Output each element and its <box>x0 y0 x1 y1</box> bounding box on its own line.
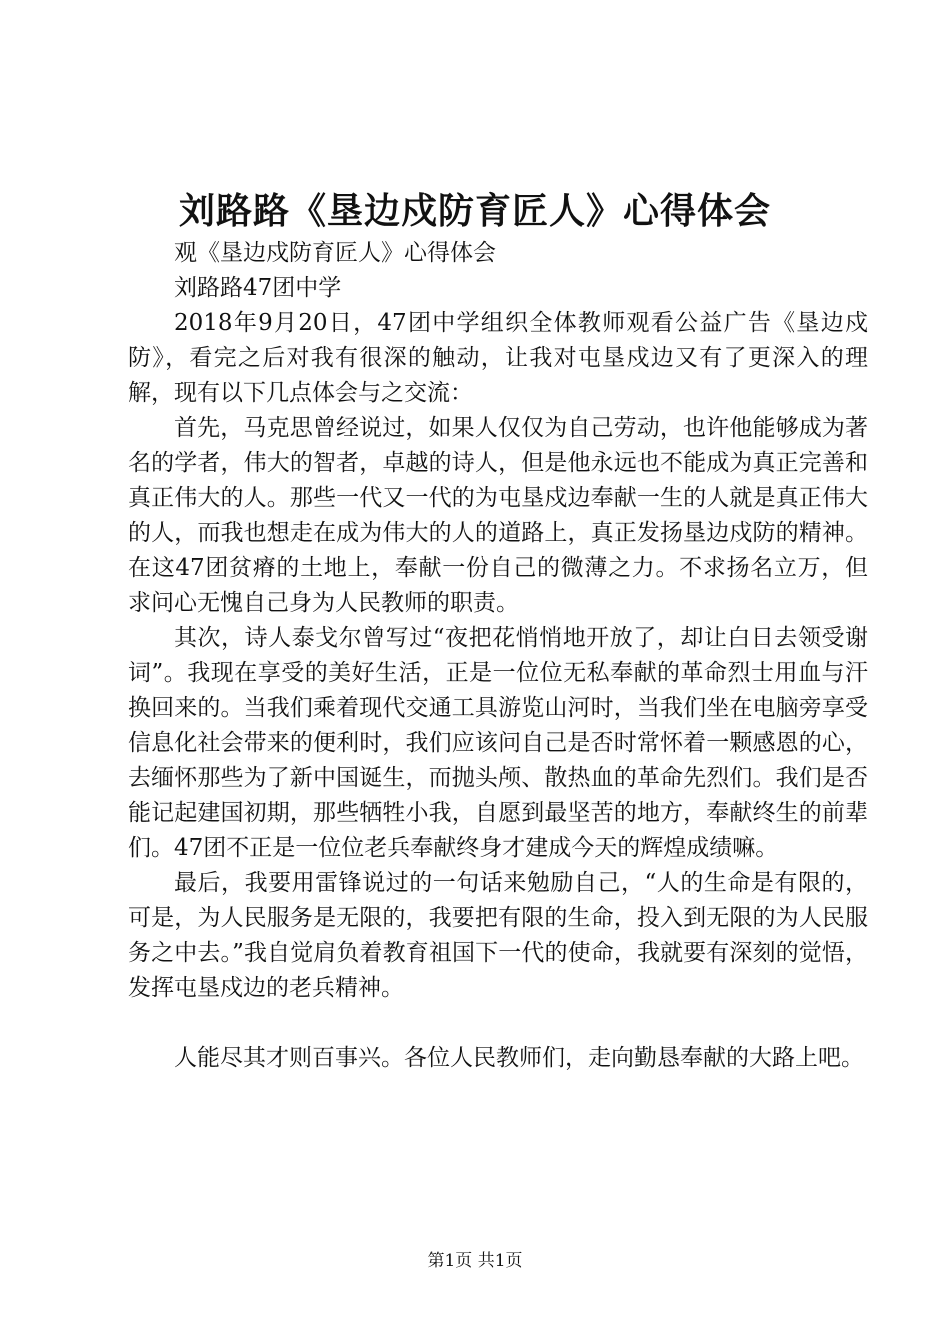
paragraph-second: 其次，诗人泰戈尔曾写过“夜把花悄悄地开放了，却让白日去领受谢词”。我现在享受的美好生活，正是一位位无私奉献的革命烈士用血与汗换回来的。当我们乘着现代交通工具游览山河时，当我们坐在电脑旁享受信息化社会带来的便利时，我们应该问自己是否时常怀着一颗感恩的心，去缅怀那些为了新中国诞生，而抛头颅、散热血的革命先烈们。我们是否能记起建国初期，那些牺牲小我，自愿到最坚苦的地方，奉献终生的前辈们。47团不正是一位位老兵奉献终身才建成今天的辉煌成绩嘛。 <box>128 625 868 861</box>
document-subtitle: 观《垦边戍防育匠人》心得体会 <box>174 240 496 266</box>
document-body <box>128 236 868 1076</box>
paragraph-third: 最后，我要用雷锋说过的一句话来勉励自己，“人的生命是有限的，可是，为人民服务是无限的，我要把有限的生命，投入到无限的为人民服务之中去。”我自觉肩负着教育祖国下一代的使命，我就要有深刻的觉悟，发挥屯垦戍边的老兵精神。 <box>128 870 868 1001</box>
page-footer: 第1页 共1页 <box>427 1251 523 1271</box>
author-line: 刘路路47团中学 <box>174 275 342 301</box>
paragraph-intro: 2018年9月20日，47团中学组织全体教师观看公益广告《垦边戍防》，看完之后对我有很深的触动，让我对屯垦戍边又有了更深入的理解，现有以下几点体会与之交流： <box>128 310 868 406</box>
paragraph-first: 首先，马克思曾经说过，如果人仅仅为自己劳动，也许他能够成为著名的学者，伟大的智者，卓越的诗人，但是他永远也不能成为真正完善和真正伟大的人。那些一代又一代的为屯垦戍边奉献一生的人就是真正伟大的人，而我也想走在成为伟大的人的道路上，真正发扬垦边戍防的精神。在这47团贫瘠的土地上，奉献一份自己的微薄之力。不求扬名立万，但求问心无愧自己身为人民教师的职责。 <box>128 415 868 616</box>
document-title: 刘路路《垦边戍防育匠人》心得体会 <box>178 190 771 232</box>
paragraph-closing: 人能尽其才则百事兴。各位人民教师们，走向勤恳奉献的大路上吧。 <box>174 1045 864 1071</box>
